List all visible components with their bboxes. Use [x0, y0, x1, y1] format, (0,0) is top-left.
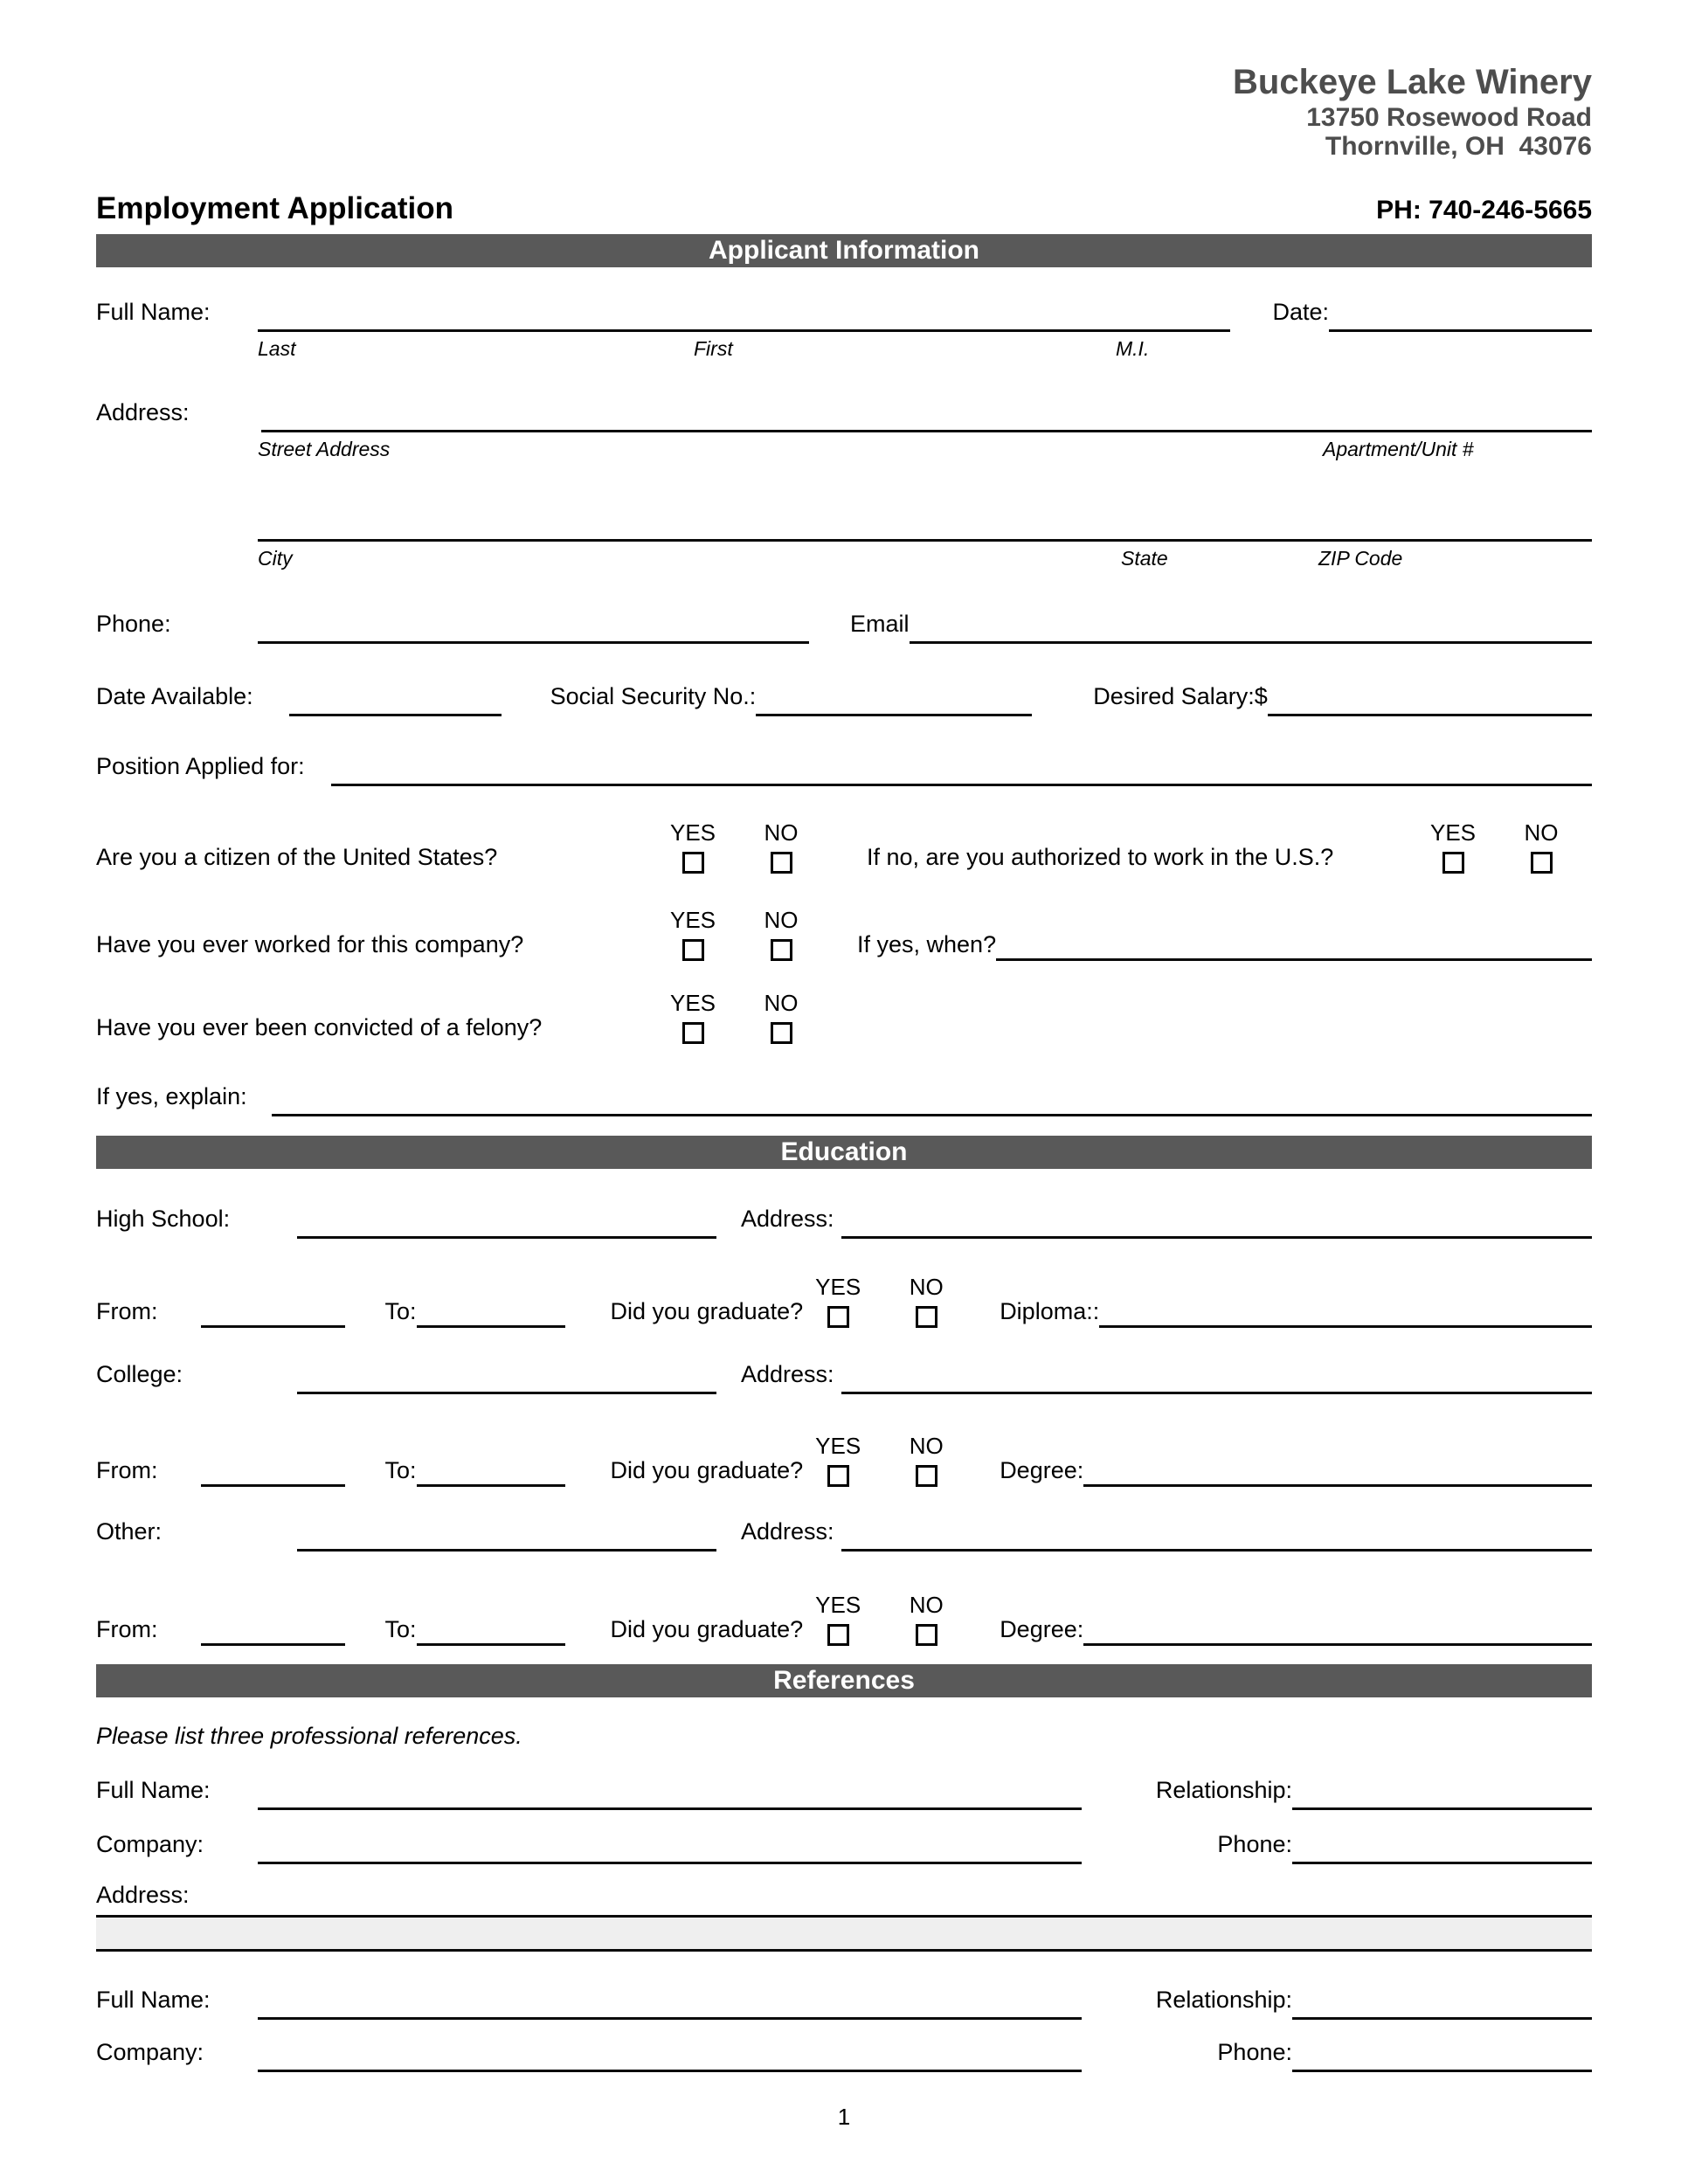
college-name-input-line[interactable]	[297, 1392, 716, 1394]
high-school-to-input-line[interactable]	[417, 1325, 565, 1328]
from-label: From:	[96, 1616, 158, 1642]
no-column-label: NO	[909, 1592, 944, 1618]
first-sub-label: First	[694, 337, 733, 360]
degree-label: Degree:	[1000, 1457, 1084, 1483]
other-address-input-line[interactable]	[841, 1549, 1592, 1552]
reference-phone-label: Phone:	[1217, 1831, 1292, 1857]
yes-column-label: YES	[669, 990, 716, 1016]
college-label: College:	[96, 1361, 183, 1387]
explain-row	[96, 1080, 1592, 1116]
high-school-graduate-no-checkbox[interactable]	[916, 1306, 937, 1328]
reference-address-label: Address:	[96, 1883, 1592, 1918]
reference2-full-name-input-line[interactable]	[258, 2017, 1082, 2020]
worked-yes-no-group	[668, 909, 806, 961]
reference-company-label: Company:	[96, 2039, 204, 2065]
section-banner-references: References	[96, 1664, 1592, 1697]
reference1-company-row	[96, 1828, 1592, 1864]
degree-label: Degree:	[1000, 1616, 1084, 1642]
to-label: To:	[384, 1457, 417, 1483]
felony-question-label: Have you ever been convicted of a felony?	[96, 1014, 543, 1040]
reference1-relationship-input-line[interactable]	[1292, 1807, 1592, 1810]
position-label: Position Applied for:	[96, 753, 305, 779]
felony-no-checkbox[interactable]	[771, 1022, 792, 1044]
citizen-question-label: Are you a citizen of the United States?	[96, 844, 498, 870]
ssn-label: Social Security No.:	[550, 683, 757, 709]
graduate-yes-column	[813, 1434, 862, 1487]
relationship-label: Relationship:	[1155, 1987, 1292, 2013]
company-address-line2: Thornville, OH 43076	[1325, 132, 1592, 161]
college-row	[96, 1358, 1592, 1394]
citizen-yes-column	[668, 821, 717, 874]
city-sub-label: City	[258, 547, 293, 570]
when-label: If yes, when?	[857, 931, 997, 957]
zip-sub-label: ZIP Code	[1318, 547, 1403, 570]
street-address-sub-label: Street Address	[258, 438, 391, 460]
college-to-input-line[interactable]	[417, 1484, 565, 1487]
section-banner-applicant-information: Applicant Information	[96, 234, 1592, 267]
reference-full-name-label: Full Name:	[96, 1777, 211, 1803]
relationship-label: Relationship:	[1155, 1777, 1292, 1803]
other-degree-input-line[interactable]	[1083, 1643, 1592, 1646]
no-column-label: NO	[764, 990, 799, 1016]
full-name-input-line[interactable]	[258, 329, 1230, 332]
reference-full-name-label: Full Name:	[96, 1987, 211, 2013]
company-header	[1233, 61, 1592, 161]
reference2-phone-input-line[interactable]	[1292, 2070, 1592, 2072]
page-title: Employment Application	[96, 191, 454, 225]
high-school-graduate-yes-no-group	[813, 1275, 951, 1328]
to-label: To:	[384, 1616, 417, 1642]
date-available-label: Date Available:	[96, 683, 253, 709]
graduate-question-label: Did you graduate?	[610, 1298, 804, 1324]
yes-column-label: YES	[669, 819, 716, 846]
high-school-label: High School:	[96, 1206, 231, 1232]
date-available-input-line[interactable]	[289, 714, 502, 716]
explain-input-line[interactable]	[272, 1114, 1592, 1116]
full-name-sublabels	[96, 339, 1592, 362]
worked-question-label: Have you ever worked for this company?	[96, 931, 524, 957]
mi-sub-label: M.I.	[1116, 337, 1150, 360]
from-label: From:	[96, 1298, 158, 1324]
citizen-no-column	[757, 821, 806, 874]
graduate-question-label: Did you graduate?	[610, 1457, 804, 1483]
reference2-phone-group	[1217, 2041, 1592, 2072]
other-address-label: Address:	[741, 1518, 834, 1545]
reference2-company-input-line[interactable]	[258, 2070, 1082, 2072]
from-label: From:	[96, 1457, 158, 1483]
section-banner-education: Education	[96, 1136, 1592, 1169]
full-name-label: Full Name:	[96, 299, 211, 325]
reference1-address-input-line[interactable]	[96, 1918, 1592, 1952]
reference1-company-input-line[interactable]	[258, 1862, 1082, 1864]
reference-phone-label: Phone:	[1217, 2039, 1292, 2065]
other-name-input-line[interactable]	[297, 1549, 716, 1552]
to-label: To:	[384, 1298, 417, 1324]
other-to-input-line[interactable]	[417, 1643, 565, 1646]
ssn-input-line[interactable]	[756, 714, 1032, 716]
references-intro: Please list three professional references.	[96, 1723, 522, 1749]
address-row	[96, 396, 1592, 432]
yes-column-label: YES	[815, 1433, 861, 1459]
felony-question-row	[96, 985, 1592, 1044]
reference1-relationship-group	[1156, 1779, 1592, 1810]
authorized-yes-column	[1429, 821, 1477, 874]
high-school-name-input-line[interactable]	[297, 1236, 716, 1239]
college-graduate-yes-no-group	[813, 1434, 951, 1487]
position-input-line[interactable]	[331, 784, 1592, 786]
high-school-graduate-yes-checkbox[interactable]	[827, 1306, 849, 1328]
graduate-question-label: Did you graduate?	[610, 1616, 804, 1642]
apartment-sub-label: Apartment/Unit #	[1323, 438, 1474, 460]
date-label: Date:	[1272, 299, 1329, 325]
worked-yes-column	[668, 909, 717, 961]
graduate-yes-column	[813, 1593, 862, 1646]
other-dates-row	[96, 1586, 1592, 1646]
street-address-input-line[interactable]	[261, 430, 1592, 432]
email-input-line[interactable]	[910, 641, 1592, 644]
college-graduate-no-checkbox[interactable]	[916, 1465, 937, 1487]
when-input-line[interactable]	[996, 958, 1592, 961]
college-dates-row	[96, 1427, 1592, 1487]
company-phone: PH: 740-246-5665	[1376, 196, 1592, 225]
reference1-address-field	[96, 1883, 1592, 1952]
high-school-address-label: Address:	[741, 1206, 834, 1232]
authorized-yes-checkbox[interactable]	[1442, 852, 1464, 874]
other-graduate-yes-checkbox[interactable]	[827, 1624, 849, 1646]
felony-no-column	[757, 992, 806, 1044]
other-graduate-no-checkbox[interactable]	[916, 1624, 937, 1646]
diploma-label: Diploma::	[1000, 1298, 1100, 1324]
graduate-yes-column	[813, 1275, 862, 1328]
felony-yes-column	[668, 992, 717, 1044]
reference1-phone-input-line[interactable]	[1292, 1862, 1592, 1864]
availability-row	[96, 680, 1592, 716]
worked-yes-checkbox[interactable]	[682, 939, 704, 961]
explain-label: If yes, explain:	[96, 1083, 247, 1109]
yes-column-label: YES	[1429, 819, 1477, 846]
citizen-question-row	[96, 814, 1592, 874]
yes-column-label: YES	[815, 1592, 861, 1618]
no-column-label: NO	[764, 907, 799, 933]
desired-salary-input-line[interactable]	[1268, 714, 1592, 716]
no-column-label: NO	[1524, 819, 1559, 846]
no-column-label: NO	[909, 1274, 944, 1300]
other-label: Other:	[96, 1518, 163, 1545]
reference1-name-row	[96, 1773, 1592, 1810]
high-school-dates-row	[96, 1268, 1592, 1328]
authorized-no-checkbox[interactable]	[1531, 852, 1553, 874]
college-from-input-line[interactable]	[201, 1484, 345, 1487]
company-name: Buckeye Lake Winery	[1233, 63, 1592, 101]
worked-no-checkbox[interactable]	[771, 939, 792, 961]
worked-no-column	[757, 909, 806, 961]
desired-salary-label: Desired Salary:$	[1093, 683, 1268, 709]
address-sublabels	[96, 439, 1592, 462]
other-graduate-yes-no-group	[813, 1593, 951, 1646]
citizen-no-checkbox[interactable]	[771, 852, 792, 874]
citizen-yes-no-group	[668, 821, 806, 874]
high-school-diploma-input-line[interactable]	[1099, 1325, 1592, 1328]
high-school-from-input-line[interactable]	[201, 1325, 345, 1328]
graduate-no-column	[902, 1593, 951, 1646]
reference2-name-row	[96, 1983, 1592, 2020]
city-sublabels	[96, 549, 1592, 571]
authorized-yes-no-group	[1429, 821, 1566, 874]
phone-email-row	[96, 607, 1592, 644]
worked-question-row	[96, 902, 1592, 961]
authorized-question-label: If no, are you authorized to work in the U.S.?	[867, 844, 1334, 870]
phone-input-line[interactable]	[258, 641, 809, 644]
reference1-full-name-input-line[interactable]	[258, 1807, 1082, 1810]
high-school-address-input-line[interactable]	[841, 1236, 1592, 1239]
yes-column-label: YES	[815, 1274, 861, 1300]
date-input-line[interactable]	[1329, 329, 1592, 332]
last-sub-label: Last	[258, 337, 296, 360]
college-address-input-line[interactable]	[841, 1392, 1592, 1394]
reference2-company-row	[96, 2035, 1592, 2072]
high-school-row	[96, 1202, 1592, 1239]
address-label: Address:	[96, 399, 190, 425]
reference2-relationship-input-line[interactable]	[1292, 2017, 1592, 2020]
graduate-no-column	[902, 1275, 951, 1328]
reference2-relationship-group	[1156, 1988, 1592, 2020]
felony-yes-checkbox[interactable]	[682, 1022, 704, 1044]
state-sub-label: State	[1121, 547, 1168, 570]
reference-company-label: Company:	[96, 1831, 204, 1857]
no-column-label: NO	[764, 819, 799, 846]
college-address-label: Address:	[741, 1361, 834, 1387]
city-state-zip-row	[96, 505, 1592, 542]
other-from-input-line[interactable]	[201, 1643, 345, 1646]
graduate-no-column	[902, 1434, 951, 1487]
phone-label: Phone:	[96, 611, 171, 637]
position-row	[96, 750, 1592, 786]
other-school-row	[96, 1515, 1592, 1552]
city-state-zip-input-line[interactable]	[258, 539, 1592, 542]
college-degree-input-line[interactable]	[1083, 1484, 1592, 1487]
yes-column-label: YES	[669, 907, 716, 933]
page-number: 1	[837, 2104, 851, 2130]
felony-yes-no-group	[668, 992, 806, 1044]
full-name-row	[96, 295, 1592, 332]
company-address-line1: 13750 Rosewood Road	[1306, 103, 1592, 132]
college-graduate-yes-checkbox[interactable]	[827, 1465, 849, 1487]
authorized-no-column	[1517, 821, 1566, 874]
email-label: Email	[850, 611, 910, 637]
no-column-label: NO	[909, 1433, 944, 1459]
citizen-yes-checkbox[interactable]	[682, 852, 704, 874]
reference1-phone-group	[1217, 1833, 1592, 1864]
